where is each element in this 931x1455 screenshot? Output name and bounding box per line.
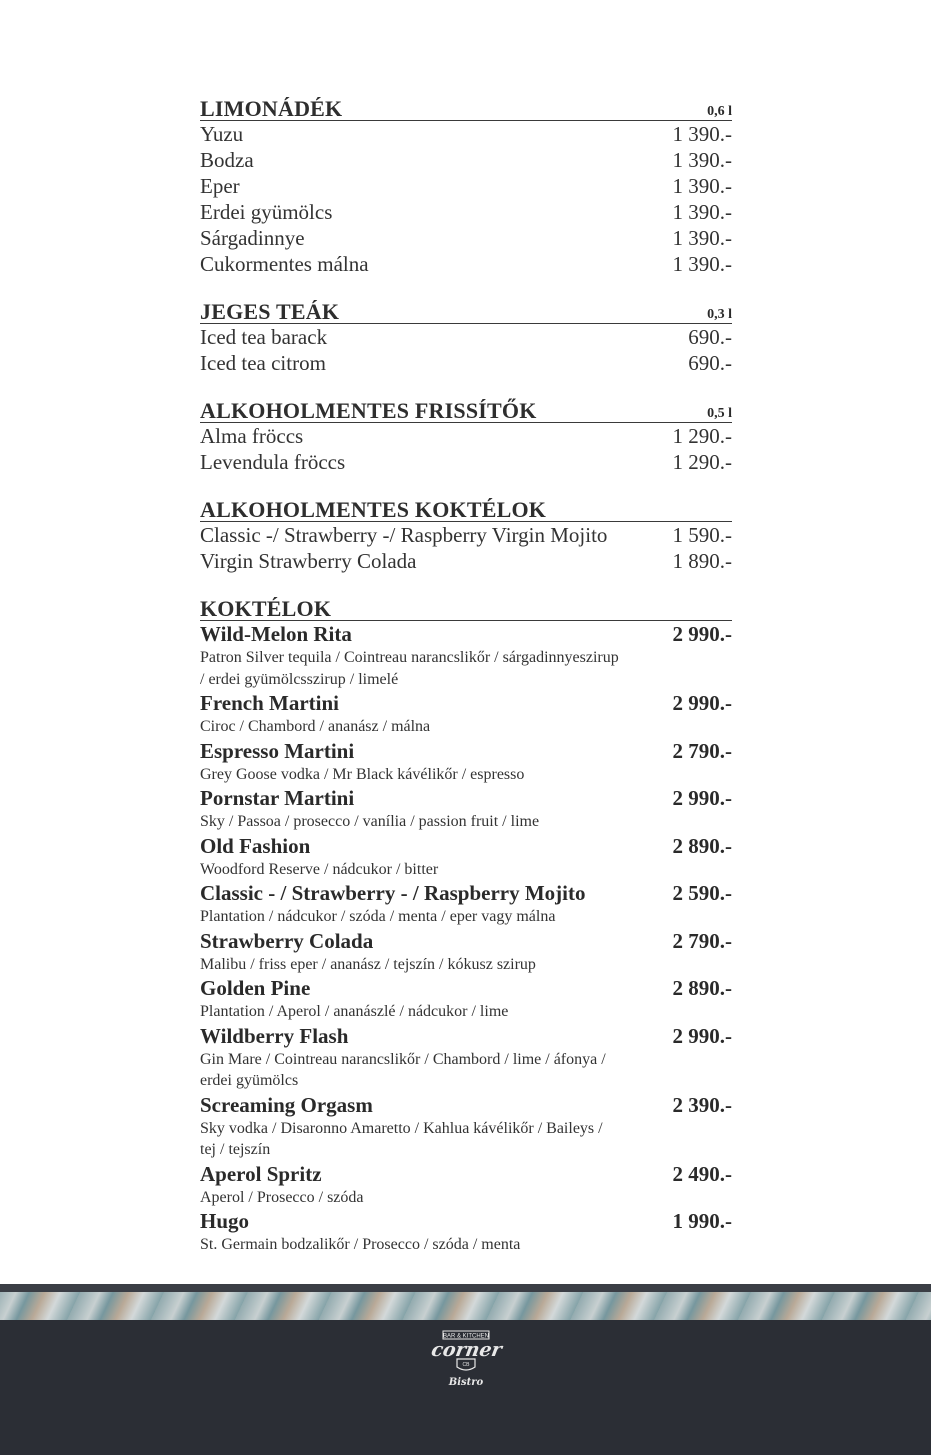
menu-item [200, 199, 732, 225]
cocktail-price: 1 990.- [672, 1209, 732, 1233]
cocktail-ingredients: St. Germain bodzalikőr / Prosecco / szóda / menta [200, 1236, 521, 1253]
item-price: 1 390.- [672, 252, 732, 276]
cocktail-price: 2 890.- [672, 833, 732, 858]
section-unit: 0,6 l [707, 104, 732, 119]
item-price: 1 390.- [672, 226, 732, 250]
menu-item [200, 350, 732, 376]
cocktail-item [200, 690, 732, 738]
cocktail-price: 2 990.- [672, 786, 732, 810]
menu-item [200, 522, 732, 548]
cocktail-ingredients: Plantation / nádcukor / szóda / menta / eper vagy málna [200, 908, 556, 925]
cocktail-name: Classic - / Strawberry - / Raspberry Mojito [200, 881, 586, 905]
cocktail-item [200, 738, 732, 786]
item-name: Cukormentes málna [200, 252, 369, 276]
menu-item [200, 251, 732, 277]
cocktail-price: 2 990.- [672, 1023, 732, 1048]
section-header [200, 398, 732, 423]
cocktail-ingredients: Woodford Reserve / nádcukor / bitter [200, 860, 439, 878]
cocktail-name: Wildberry Flash [200, 1023, 349, 1048]
cocktail-name: Pornstar Martini [200, 786, 355, 810]
cocktail-ingredients: Sky vodka / Disaronno Amaretto / Kahlua kávélikőr / Baileys / tej / tejszín [200, 1119, 603, 1158]
section-title: LIMONÁDÉK [200, 96, 343, 121]
cocktail-name: French Martini [200, 691, 340, 715]
cocktail-ingredients: Patron Silver tequila / Cointreau narancslikőr / sárgadinnyeszirup / erdei gyümölcsszirup / limelé [200, 649, 619, 688]
menu-section [200, 497, 732, 574]
cocktail-ingredients: Gin Mare / Cointreau narancslikőr / Chambord / lime / áfonya / erdei gyümölcs [200, 1050, 606, 1089]
section-header [200, 299, 732, 324]
menu-section [200, 96, 732, 277]
item-name: Classic -/ Strawberry -/ Raspberry Virgin Mojito [200, 523, 608, 547]
cocktail-name: Espresso Martini [200, 738, 355, 763]
cocktail-ingredients: Malibu / friss eper / ananász / tejszín / kókusz szirup [200, 955, 536, 973]
cocktail-name: Hugo [200, 1209, 250, 1233]
item-price: 690.- [688, 351, 732, 375]
cocktail-item [200, 1208, 732, 1256]
menu-item [200, 423, 732, 449]
item-price: 1 290.- [672, 424, 732, 448]
footer-divider [0, 1284, 931, 1292]
menu-item [200, 324, 732, 350]
menu-item [200, 449, 732, 475]
menu-item [200, 225, 732, 251]
cocktail-name: Aperol Spritz [200, 1161, 322, 1186]
cocktail-price: 2 490.- [672, 1161, 732, 1186]
section-title: ALKOHOLMENTES KOKTÉLOK [200, 497, 547, 522]
logo-main-text: corner [429, 1338, 504, 1361]
section-unit: 0,5 l [707, 406, 732, 421]
cocktail-ingredients: Plantation / Aperol / ananászlé / nádcukor / lime [200, 1003, 509, 1020]
cocktail-price: 2 890.- [672, 976, 732, 1000]
cocktail-item [200, 1092, 732, 1161]
cocktail-name: Old Fashion [200, 833, 311, 858]
menu-section [200, 398, 732, 475]
menu-item [200, 121, 732, 147]
corner-bistro-logo [417, 1325, 515, 1389]
cocktail-item [200, 1161, 732, 1209]
item-name: Yuzu [200, 122, 244, 146]
cocktail-price: 2 990.- [672, 691, 732, 715]
item-price: 1 390.- [672, 122, 732, 146]
cocktail-list [200, 621, 732, 1256]
cocktail-name: Screaming Orgasm [200, 1092, 373, 1117]
menu-content [200, 96, 732, 1278]
item-name: Alma fröccs [200, 424, 304, 448]
logo-badge-text: CB [462, 1362, 470, 1368]
item-price: 690.- [688, 325, 732, 349]
section-title: JEGES TEÁK [200, 299, 340, 324]
cocktail-ingredients: Grey Goose vodka / Mr Black kávélikőr / espresso [200, 765, 525, 783]
cocktail-name: Strawberry Colada [200, 928, 374, 953]
cocktail-price: 2 390.- [672, 1092, 732, 1117]
item-price: 1 390.- [672, 200, 732, 224]
cocktail-item [200, 621, 732, 690]
item-price: 1 390.- [672, 148, 732, 172]
item-name: Iced tea barack [200, 325, 328, 349]
item-price: 1 890.- [672, 549, 732, 573]
cocktail-price: 2 990.- [672, 622, 732, 646]
item-price: 1 290.- [672, 450, 732, 474]
cocktail-name: Golden Pine [200, 976, 311, 1000]
cocktail-item [200, 833, 732, 881]
menu-section [200, 299, 732, 376]
section-header [200, 497, 732, 522]
menu-item [200, 548, 732, 574]
logo-top-text: BAR & KITCHEN [442, 1333, 490, 1340]
section-unit: 0,3 l [707, 307, 732, 322]
item-price: 1 590.- [672, 523, 732, 547]
section-header [200, 596, 732, 621]
cocktail-price: 2 790.- [672, 738, 732, 763]
cocktail-price: 2 590.- [672, 881, 732, 905]
item-name: Iced tea citrom [200, 351, 326, 375]
cocktail-ingredients: Ciroc / Chambord / ananász / málna [200, 718, 431, 735]
section-header [200, 96, 732, 121]
item-name: Bodza [200, 148, 254, 172]
cocktail-ingredients: Sky / Passoa / prosecco / vanília / passion fruit / lime [200, 813, 540, 830]
section-cocktails [200, 596, 732, 1256]
item-name: Erdei gyümölcs [200, 200, 333, 224]
item-price: 1 390.- [672, 174, 732, 198]
item-name: Virgin Strawberry Colada [200, 549, 417, 573]
cocktail-item [200, 975, 732, 1023]
section-title: ALKOHOLMENTES FRISSÍTŐK [200, 398, 537, 423]
item-name: Levendula fröccs [200, 450, 346, 474]
cocktail-item [200, 785, 732, 833]
cocktail-ingredients: Aperol / Prosecco / szóda [200, 1188, 364, 1206]
menu-item [200, 147, 732, 173]
logo-sub-text: Bistro [448, 1377, 484, 1388]
cocktail-price: 2 790.- [672, 928, 732, 953]
cocktail-item [200, 880, 732, 928]
section-title: KOKTÉLOK [200, 596, 332, 621]
cocktail-name: Wild-Melon Rita [200, 622, 352, 646]
item-name: Sárgadinnye [200, 226, 305, 250]
cocktail-item [200, 928, 732, 976]
menu-item [200, 173, 732, 199]
cocktail-item [200, 1023, 732, 1092]
item-name: Eper [200, 174, 240, 198]
